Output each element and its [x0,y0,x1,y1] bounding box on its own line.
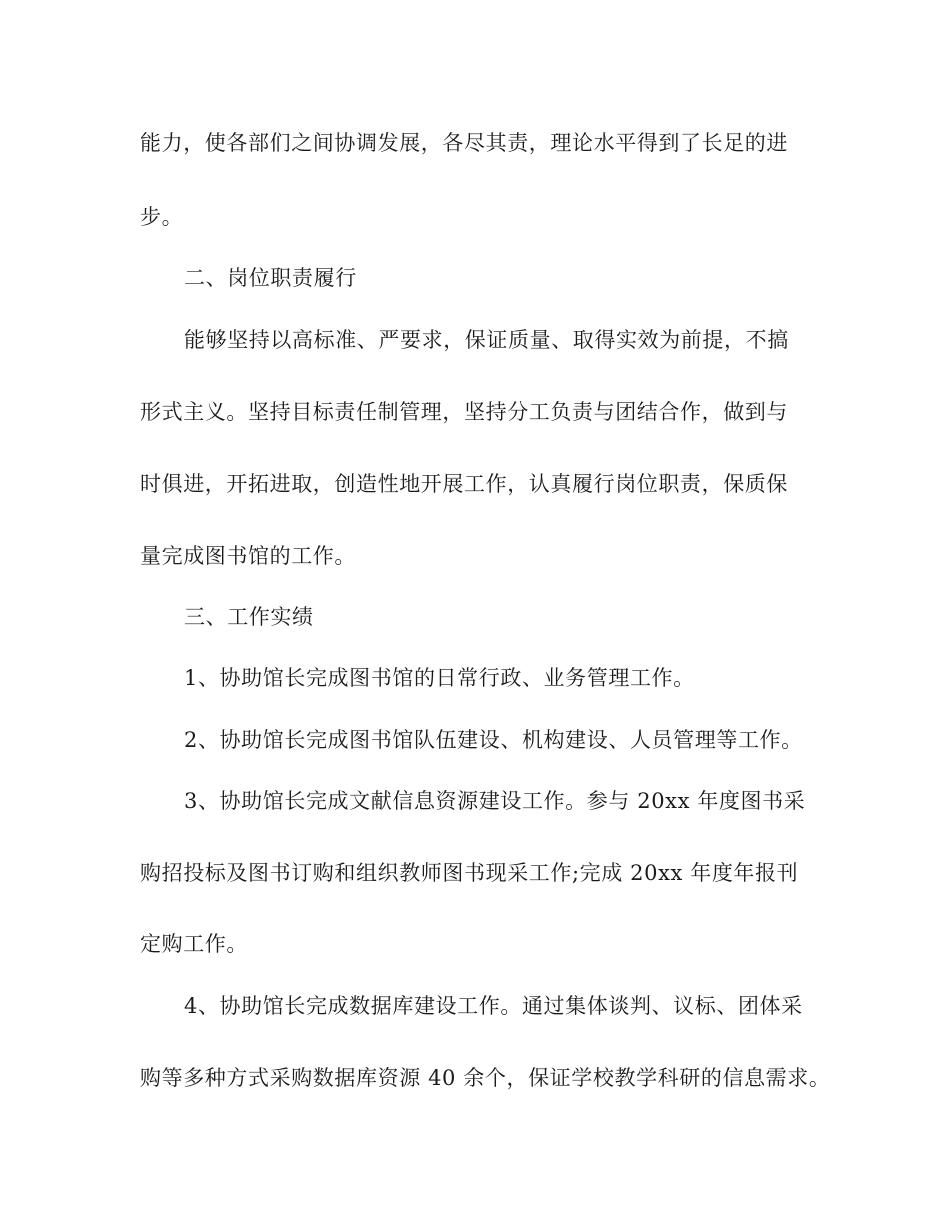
paragraph-line: 能力，使各部们之间协调发展，各尽其责，理论水平得到了长足的进 [140,131,788,155]
paragraph-line: 购等多种方式采购数据库资源 40 余个，保证学校教学科研的信息需求。 [140,1066,831,1090]
paragraph-line: 能够坚持以高标准、严要求，保证质量、取得实效为前提，不搞 [184,328,789,352]
paragraph-line: 购招投标及图书订购和组织教师图书现采工作;完成 20xx 年度年报刊 [140,861,799,885]
paragraph-line: 量完成图书馆的工作。 [140,544,356,568]
section-heading: 二、岗位职责履行 [184,266,357,290]
paragraph-line: 步。 [140,205,184,229]
paragraph-line: 定购工作。 [140,932,248,956]
section-heading: 三、工作实绩 [184,605,314,629]
list-item: 2、协助馆长完成图书馆队伍建设、机构建设、人员管理等工作。 [184,728,803,752]
paragraph-line: 时俱进，开拓进取，创造性地开展工作，认真履行岗位职责，保质保 [140,472,788,496]
paragraph-line: 形式主义。坚持目标责任制管理，坚持分工负责与团结合作，做到与 [140,400,788,424]
list-item: 1、协助馆长完成图书馆的日常行政、业务管理工作。 [184,666,695,690]
list-item: 3、协助馆长完成文献信息资源建设工作。参与 20xx 年度图书采 [184,789,806,813]
list-item: 4、协助馆长完成数据库建设工作。通过集体谈判、议标、团体采 [184,994,803,1018]
